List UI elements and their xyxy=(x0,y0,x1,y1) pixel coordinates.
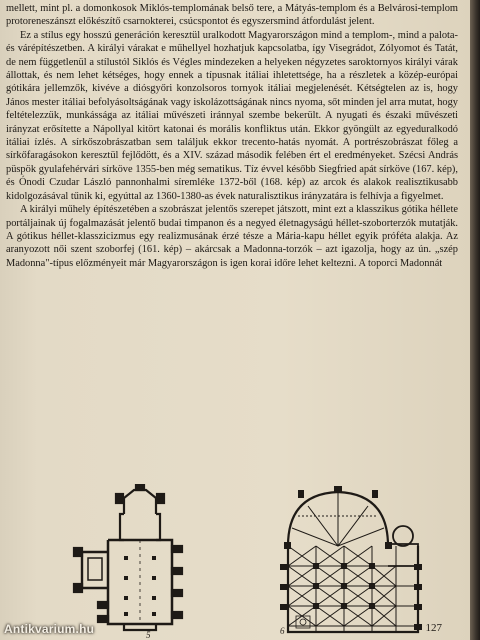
floor-plan-right xyxy=(268,486,438,634)
floor-plan-right-drawing xyxy=(268,486,438,634)
figure-right-number: 6 xyxy=(280,626,285,636)
book-spine-edge xyxy=(470,0,480,640)
figure-left-number: 5 xyxy=(146,630,151,640)
paragraph-2: Ez a stílus egy hosszú generáción keresztül uralkodott Magyarországon mind a templom-, mind a palota- és várépítészetben. A királyi várakat e műhellyel hozhatjuk kapcsolatba, így Visegrádot, Zólyomot és Tatát, de nem függetlenül a stílustól Siklós és Végles mindezeken a helyeken négyzetes saroktornyos királyi várak állottak, és nem lehet kétséges, hogy ennek a típusnak itáliai ihletettsége, ha a részletek a közép-európai gótikára jellemzők, kivéve a diósgyőri konzolsoros tornyok itáliai megjelenését. Kétségtelen az is, hogy János mester itáliai befolyásoltságának vagy iskolázottságának nincs nyoma, sőt minden jel arra mutat, hogy feltételezzük, munkássága az itáliai művészeti iránnyal szembe bekerült. A nyugati és északi művészeti irányzat erősítette a Nápollyal kitört katonai és morális konfliktus után. Ekkor gyöngült az egyeduralkodó itáliai ízlés. A sírkőszobrászatban sem találjuk ekkor trecento-hatás nyomát. A portrészobrászat főleg a sírkőfaragásokon keresztül fejlődött, és a XIV. század második felében ért el eredményeket. Szécsi András püspök gyulafehérvári sírköve 1355-ben még sematikus. Tíz évvel később Siegfried apát sírköve (167. kép), és Ónodi Czudar László pannonhalmi síremléke 1372-ből (168. kép) az arcok és alakok realisztikusabb kidolgozásával tűnik ki, egyúttal az 1360-1380-as évek naturalisztikus irányzatára is felhívja a figyelmet. xyxy=(6,29,458,202)
watermark: Antikvarium.hu xyxy=(4,622,95,636)
paragraph-3: A királyi műhely építészetében a szobrászat jelentős szerepet játszott, mint ezt a klasszikus gótika héllete portáljainak új fogalmazását jelentő budai timpanon és a negyed életnagyságú héllet-szoborterzók mutatják. A gótikus héllet-klasszicizmus egy realizmusának érzé tésze a Mária-kapu héllet egyik próféta alakja. Az aranyozott női szent szoborfej (161. kép) – akárcsak a Madonna-torzók – azt igazolja, hogy az ún. „szép Madonna"-típus előzményeit már Magyarországon is igen korai időre lehet keltezni. A toporci Madonnát xyxy=(6,204,458,269)
floor-plan-left-drawing xyxy=(46,484,226,632)
body-text xyxy=(6,2,458,270)
paragraph-1: mellett, mint pl. a domonkosok Miklós-templomának belső tere, a Mátyás-templom és a Belvárosi-templom protoreneszánszt előkészítő csarnokterei, csúcspontot és egyszersmind átfordulást jelent. xyxy=(6,3,458,28)
floor-plan-left xyxy=(46,484,226,632)
page-number: 127 xyxy=(425,622,442,634)
